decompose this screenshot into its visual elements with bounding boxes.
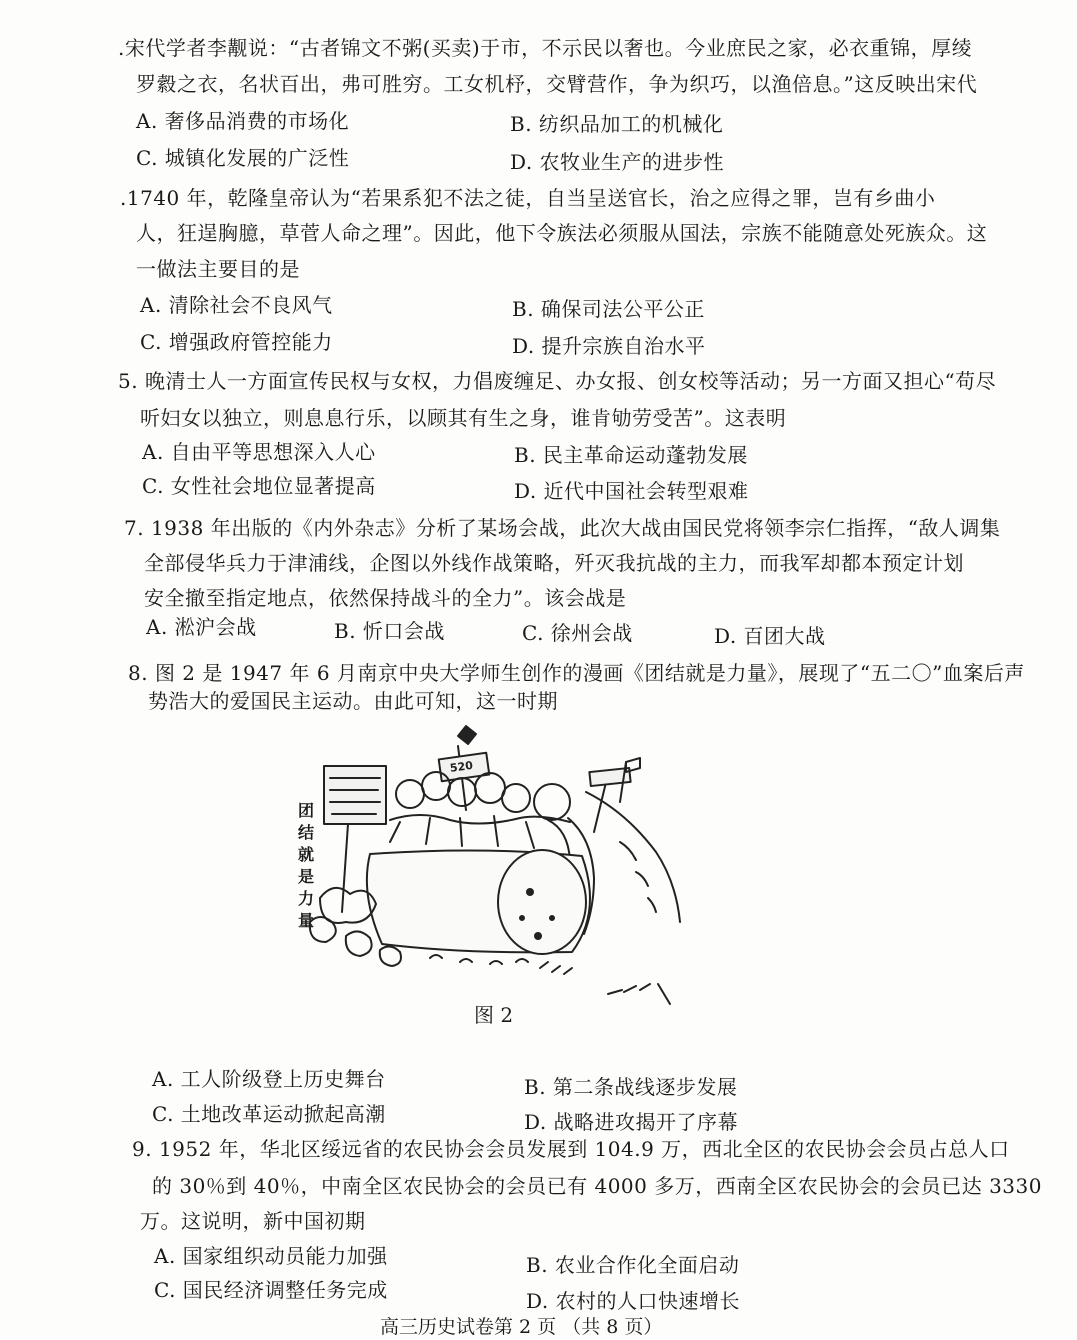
- q7-option-d[interactable]: D. 百团大战: [714, 624, 826, 648]
- q5-stem-line-1: .1740 年，乾隆皇帝认为“若果系犯不法之徒，自当呈送官长，治之应得之罪，岂有乡曲小: [120, 186, 936, 210]
- q5-option-d[interactable]: D. 提升宗族自治水平: [512, 334, 706, 358]
- q7-option-c[interactable]: C. 徐州会战: [522, 621, 633, 645]
- q4-option-b[interactable]: B. 纺织品加工的机械化: [510, 112, 724, 136]
- q6-option-b[interactable]: B. 民主革命运动蓬勃发展: [514, 443, 748, 467]
- q9-option-d[interactable]: D. 农村的人口快速增长: [526, 1289, 741, 1313]
- q4-option-d[interactable]: D. 农牧业生产的进步性: [510, 150, 725, 174]
- cartoon-left-sign: [324, 766, 386, 824]
- q7-option-b[interactable]: B. 忻口会战: [334, 619, 445, 643]
- cartoon-drawing: [290, 722, 690, 1012]
- q9-option-c[interactable]: C. 国民经济调整任务完成: [154, 1278, 388, 1302]
- q8-option-d[interactable]: D. 战略进攻揭开了序幕: [524, 1110, 739, 1134]
- q4-stem-line-2: 罗縠之衣，名状百出，弗可胜穷。工女机杼，交臂营作，争为织巧，以渔倍息。”这反映出宋代: [136, 72, 978, 96]
- q6-option-c[interactable]: C. 女性社会地位显著提高: [142, 474, 376, 498]
- q4-stem-line-1: .宋代学者李觏说：“古者锦文不粥(买卖)于市，不示民以奢也。今业庶民之家，必衣重锦，厚绫: [118, 36, 973, 60]
- q5-option-b[interactable]: B. 确保司法公平公正: [512, 297, 705, 321]
- cartoon-figure: [290, 722, 690, 1012]
- q5-option-c[interactable]: C. 增强政府管控能力: [140, 330, 333, 354]
- q7-stem-line-2: 全部侵华兵力于津浦线，企图以外线作战策略，歼灭我抗战的主力，而我军却都本预定计划: [144, 551, 964, 575]
- q7-option-a[interactable]: A. 淞沪会战: [146, 615, 257, 639]
- cartoon-sign-text: 520: [449, 758, 474, 775]
- q5-stem-line-3: 一做法主要目的是: [136, 257, 300, 281]
- q4-option-a[interactable]: A. 奢侈品消费的市场化: [136, 109, 350, 133]
- q8-option-b[interactable]: B. 第二条战线逐步发展: [524, 1075, 738, 1099]
- q8-stem-line-2: 势浩大的爱国民主运动。由此可知，这一时期: [148, 689, 558, 713]
- q7-stem-line-1: 7. 1938 年出版的《内外杂志》分析了某场会战，此次大战由国民党将领李宗仁指挥，“敌人调集: [124, 516, 1001, 540]
- q8-option-c[interactable]: C. 土地改革运动掀起高潮: [152, 1102, 386, 1126]
- q8-option-a[interactable]: A. 工人阶级登上历史舞台: [152, 1067, 386, 1091]
- q8-stem-line-1: 8. 图 2 是 1947 年 6 月南京中央大学师生创作的漫画《团结就是力量》，展现了“五二〇”血案后声: [128, 661, 1025, 685]
- q4-option-c[interactable]: C. 城镇化发展的广泛性: [136, 146, 350, 170]
- figure-caption: 图 2: [474, 1003, 514, 1027]
- q9-stem-line-1: 9. 1952 年，华北区绥远省的农民协会会员发展到 104.9 万，西北全区的农民协会会员占总人口: [132, 1137, 1010, 1161]
- q6-stem-line-1: 5. 晚清士人一方面宣传民权与女权，力倡废缠足、办女报、创女校等活动；另一方面又担心“苟尽: [118, 369, 997, 393]
- q6-option-a[interactable]: A. 自由平等思想深入人心: [142, 440, 376, 464]
- q9-stem-line-3: 万。这说明，新中国初期: [140, 1209, 366, 1233]
- cartoon-vertical-title: 团结就是力量: [297, 801, 314, 930]
- q7-stem-line-3: 安全撤至指定地点，依然保持战斗的全力”。该会战是: [144, 586, 627, 610]
- q9-option-b[interactable]: B. 农业合作化全面启动: [526, 1253, 740, 1277]
- q5-option-a[interactable]: A. 清除社会不良风气: [140, 293, 333, 317]
- q6-option-d[interactable]: D. 近代中国社会转型艰难: [514, 479, 749, 503]
- q9-option-a[interactable]: A. 国家组织动员能力加强: [154, 1244, 388, 1268]
- page-footer: 高三历史试卷第 2 页 （共 8 页）: [380, 1316, 663, 1338]
- q6-stem-line-2: 听妇女以独立，则息息行乐，以顾其有生之身，谁肯劬劳受苦”。这表明: [140, 406, 787, 430]
- q9-stem-line-2: 的 30％到 40％，中南全区农民协会的会员已有 4000 多万，西南全区农民协会的会员已达 3330: [152, 1174, 1042, 1198]
- q5-stem-line-2: 人，狂逞胸臆，草菅人命之理”。因此，他下令族法必须服从国法，宗族不能随意处死族众。这: [136, 221, 988, 245]
